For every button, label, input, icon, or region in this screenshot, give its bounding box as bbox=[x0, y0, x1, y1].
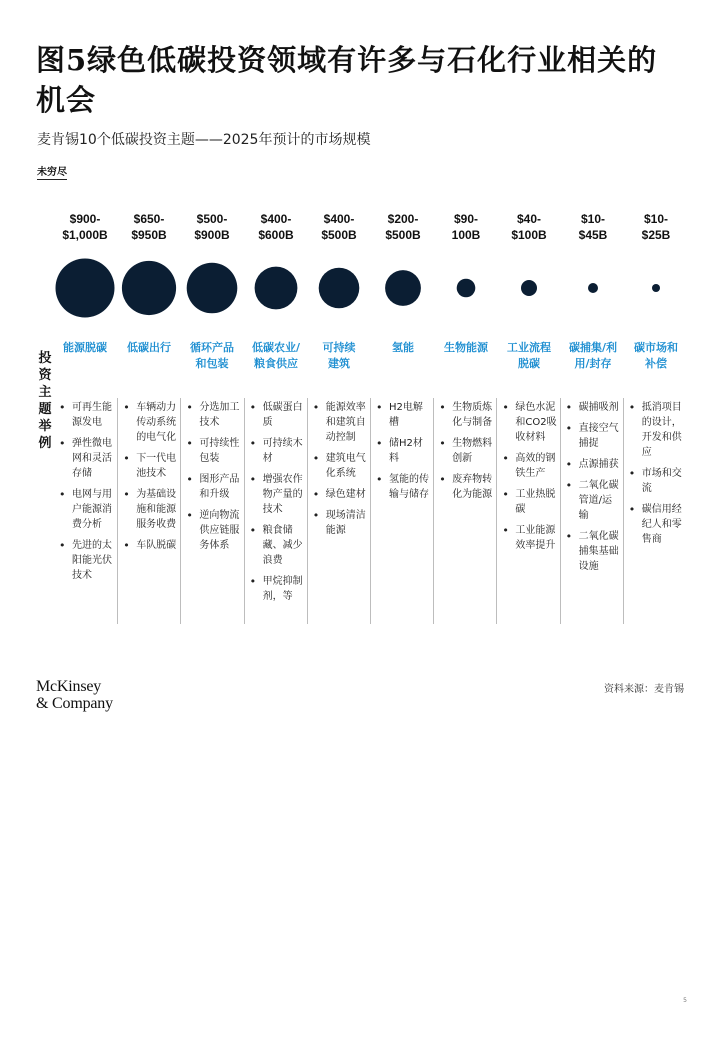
theme-header-line: 低碳出行 bbox=[127, 341, 171, 354]
theme-header bbox=[435, 340, 497, 356]
theme-header-line: 粮食供应 bbox=[254, 357, 298, 370]
example-item: • 弹性微电网和灵活存储 bbox=[56, 436, 114, 481]
example-item: • 碳信用经纪人和零售商 bbox=[626, 502, 684, 547]
market-size-labels bbox=[62, 212, 670, 242]
theme-column bbox=[307, 398, 370, 624]
example-item: • 储H2材料 bbox=[373, 436, 431, 466]
example-item: • 可持续木材 bbox=[247, 436, 305, 466]
example-item: • 逆向物流供应链服务体系 bbox=[183, 508, 241, 553]
theme-header bbox=[562, 340, 624, 372]
market-size-label: $600B bbox=[258, 228, 294, 242]
example-item: • 低碳蛋白质 bbox=[247, 400, 305, 430]
row-label: 投资主题举例 bbox=[38, 351, 52, 451]
theme-column bbox=[370, 398, 433, 624]
example-item: • 甲烷抑制剂，等 bbox=[247, 574, 305, 604]
market-size-label: $650- bbox=[133, 212, 165, 226]
theme-header bbox=[245, 340, 307, 372]
market-size-label: $10- bbox=[643, 212, 669, 226]
market-size-bubble bbox=[652, 284, 660, 292]
theme-header bbox=[308, 340, 370, 372]
theme-header bbox=[372, 340, 434, 356]
example-item: • 废弃物转化为能源 bbox=[436, 472, 494, 502]
market-size-label: $90- bbox=[453, 212, 479, 226]
source-note: 资料来源：麦肯锡 bbox=[604, 684, 684, 695]
theme-column bbox=[117, 398, 180, 624]
example-item: • H2电解槽 bbox=[373, 400, 431, 430]
example-item: • 点源捕获 bbox=[563, 457, 621, 472]
market-size-bubble bbox=[385, 270, 421, 306]
example-item: • 氢能的传输与储存 bbox=[373, 472, 431, 502]
theme-header-line: 生物能源 bbox=[444, 341, 488, 354]
mckinsey-logo bbox=[36, 678, 113, 712]
example-item: • 绿色水泥和CO2吸收材料 bbox=[499, 400, 557, 445]
example-item: • 高效的钢铁生产 bbox=[499, 451, 557, 481]
example-item: • 下一代电池技术 bbox=[120, 451, 178, 481]
theme-header-line: 补偿 bbox=[645, 357, 667, 370]
example-item: • 车队脱碳 bbox=[120, 538, 178, 553]
market-size-label: $200- bbox=[387, 212, 419, 226]
theme-header-line: 建筑 bbox=[328, 357, 350, 370]
market-size-label: $25B bbox=[641, 228, 671, 242]
theme-header-line: 氢能 bbox=[392, 341, 414, 354]
logo-line-2: & Company bbox=[36, 695, 113, 712]
page-title: 图5绿色低碳投资领域有许多与石化行业相关的机会 bbox=[36, 43, 658, 117]
bubble-chart bbox=[0, 0, 720, 340]
market-size-label: $500B bbox=[385, 228, 421, 242]
example-item: • 能源效率和建筑自动控制 bbox=[310, 400, 368, 445]
example-item: • 碳捕吸剂 bbox=[563, 400, 621, 415]
example-item: • 可再生能源发电 bbox=[56, 400, 114, 430]
example-item: • 生物质炼化与制备 bbox=[436, 400, 494, 430]
example-item: • 建筑电气化系统 bbox=[310, 451, 368, 481]
logo-line-1: McKinsey bbox=[36, 678, 102, 695]
theme-header-line: 工业流程 bbox=[507, 341, 551, 354]
market-size-bubble bbox=[187, 263, 238, 314]
market-size-label: $900- bbox=[69, 212, 101, 226]
market-size-label: $500B bbox=[321, 228, 357, 242]
theme-header bbox=[118, 340, 180, 356]
theme-header-line: 能源脱碳 bbox=[63, 341, 107, 354]
theme-header-line: 脱碳 bbox=[518, 357, 540, 370]
note-label: 未穷尽 bbox=[37, 163, 67, 180]
theme-column bbox=[496, 398, 559, 624]
theme-column bbox=[180, 398, 243, 624]
market-size-bubble bbox=[588, 283, 598, 293]
example-item: • 图形产品和升级 bbox=[183, 472, 241, 502]
market-size-label: $45B bbox=[578, 228, 608, 242]
example-item: • 分选加工技术 bbox=[183, 400, 241, 430]
example-item: • 市场和交流 bbox=[626, 466, 684, 496]
bubbles bbox=[56, 259, 661, 318]
theme-header-line: 和包装 bbox=[195, 357, 229, 370]
page-number: 5 bbox=[683, 997, 687, 1004]
example-item: • 增强农作物产量的技术 bbox=[247, 472, 305, 517]
example-item: • 现场清洁能源 bbox=[310, 508, 368, 538]
theme-column bbox=[244, 398, 307, 624]
market-size-label: $400- bbox=[323, 212, 355, 226]
theme-header-line: 循环产品 bbox=[190, 341, 234, 354]
market-size-label: $10- bbox=[580, 212, 606, 226]
market-size-bubble bbox=[457, 279, 476, 298]
example-item: • 直接空气捕捉 bbox=[563, 421, 621, 451]
theme-header bbox=[181, 340, 243, 372]
theme-headers bbox=[54, 340, 686, 378]
market-size-bubble bbox=[56, 259, 115, 318]
theme-column bbox=[54, 398, 117, 624]
market-size-bubble bbox=[122, 261, 176, 315]
market-size-label: $40- bbox=[516, 212, 542, 226]
example-item: • 车辆动力传动系统的电气化 bbox=[120, 400, 178, 445]
example-item: • 电网与用户能源消费分析 bbox=[56, 487, 114, 532]
theme-header-line: 可持续 bbox=[322, 341, 356, 354]
example-item: • 工业热脱碳 bbox=[499, 487, 557, 517]
example-item: • 先进的太阳能光伏技术 bbox=[56, 538, 114, 583]
theme-header-line: 用/封存 bbox=[574, 357, 612, 370]
example-item: • 可持续性包装 bbox=[183, 436, 241, 466]
example-item: • 二氧化碳捕集基础设施 bbox=[563, 529, 621, 574]
market-size-label: $500- bbox=[196, 212, 228, 226]
theme-header-line: 碳市场和 bbox=[634, 341, 678, 354]
example-item: • 绿色建材 bbox=[310, 487, 368, 502]
theme-header-line: 低碳农业/ bbox=[251, 341, 301, 354]
market-size-label: $950B bbox=[131, 228, 167, 242]
theme-header bbox=[54, 340, 116, 356]
example-item: • 二氧化碳管道/运输 bbox=[563, 478, 621, 523]
theme-header-line: 碳捕集/利 bbox=[568, 341, 618, 354]
example-item: • 生物燃料创新 bbox=[436, 436, 494, 466]
market-size-bubble bbox=[319, 268, 360, 309]
market-size-label: $100B bbox=[511, 228, 547, 242]
market-size-label: $1,000B bbox=[62, 228, 108, 242]
market-size-bubble bbox=[521, 280, 537, 296]
market-size-bubble bbox=[255, 267, 298, 310]
market-size-label: $400- bbox=[260, 212, 292, 226]
market-size-label: 100B bbox=[451, 228, 481, 242]
theme-header bbox=[498, 340, 560, 372]
chart-subtitle: 麦肯锡10个低碳投资主题——2025年预计的市场规模 bbox=[37, 132, 371, 148]
market-size-label: $900B bbox=[194, 228, 230, 242]
example-item: • 为基础设施和能源服务收费 bbox=[120, 487, 178, 532]
example-item: • 工业能源效率提升 bbox=[499, 523, 557, 553]
theme-column bbox=[623, 398, 686, 624]
theme-column bbox=[560, 398, 623, 624]
theme-examples bbox=[54, 398, 686, 624]
theme-column bbox=[433, 398, 496, 624]
example-item: • 粮食储藏、减少浪费 bbox=[247, 523, 305, 568]
theme-header bbox=[625, 340, 687, 372]
example-item: • 抵消项目的设计，开发和供应 bbox=[626, 400, 684, 460]
